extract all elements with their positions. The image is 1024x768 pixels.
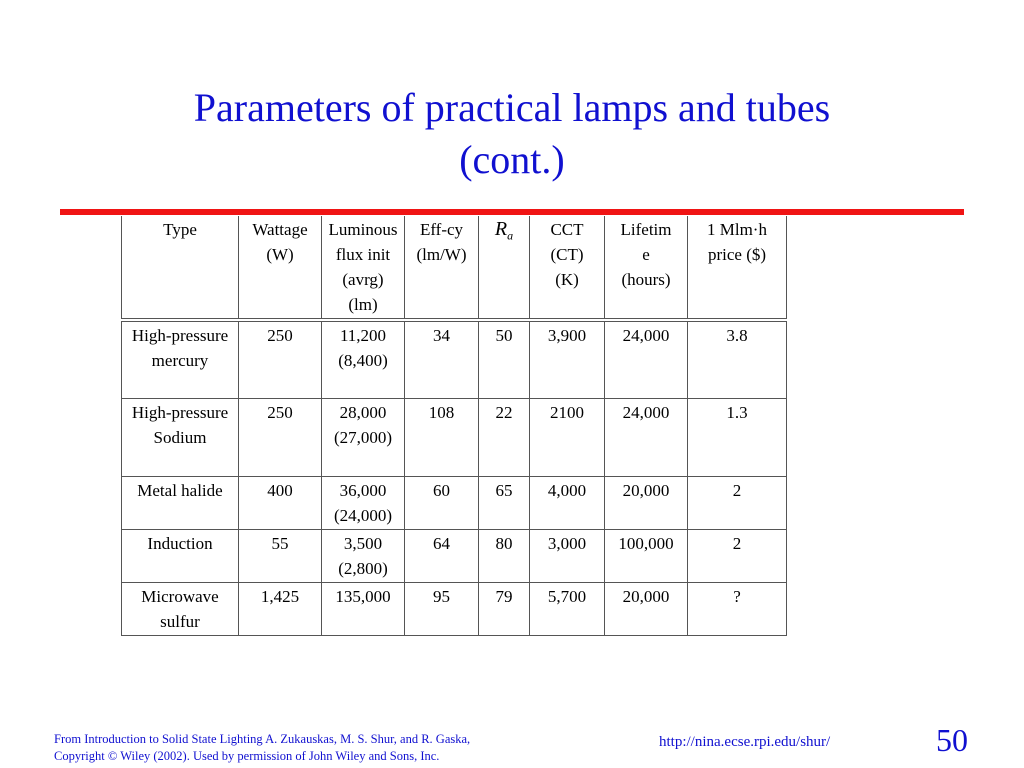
cell-wattage: 1,425 [239, 582, 322, 635]
cell-luminous-flux: 36,000 (24,000) [322, 476, 405, 529]
footer-url-link[interactable]: http://nina.ecse.rpi.edu/shur/ [659, 734, 831, 750]
footer-credit [54, 731, 470, 765]
table-row [122, 476, 787, 529]
cell-ra: 22 [479, 398, 530, 476]
header-ra [479, 216, 530, 320]
cell-lifetime: 24,000 [605, 398, 688, 476]
cell-lifetime: 24,000 [605, 320, 688, 398]
header-cct: CCT (CT) (K) [530, 216, 605, 320]
cell-efficacy: 34 [405, 320, 479, 398]
cell-cct: 5,700 [530, 582, 605, 635]
cell-cct: 4,000 [530, 476, 605, 529]
cell-cct: 3,900 [530, 320, 605, 398]
ra-subscript: a [507, 228, 514, 243]
cell-wattage: 400 [239, 476, 322, 529]
cell-luminous-flux: 28,000 (27,000) [322, 398, 405, 476]
cell-lifetime: 20,000 [605, 476, 688, 529]
header-wattage: Wattage (W) [239, 216, 322, 320]
footer-credit-line-2: Copyright © Wiley (2002). Used by permission of John Wiley and Sons, Inc. [54, 749, 440, 763]
cell-price: 3.8 [688, 320, 787, 398]
cell-efficacy: 108 [405, 398, 479, 476]
table-row [122, 320, 787, 398]
table-row [122, 582, 787, 635]
cell-type: Microwave sulfur [122, 582, 239, 635]
slide-title-line-2: (cont.) [459, 137, 565, 182]
cell-ra: 80 [479, 529, 530, 582]
cell-price: 1.3 [688, 398, 787, 476]
cell-lifetime: 100,000 [605, 529, 688, 582]
cell-type: Metal halide [122, 476, 239, 529]
cell-wattage: 250 [239, 320, 322, 398]
footer-credit-line-1: From Introduction to Solid State Lighting A. Zukauskas, M. S. Shur, and R. Gaska, [54, 732, 471, 746]
slide-title-line-1: Parameters of practical lamps and tubes [193, 85, 831, 130]
cell-efficacy: 95 [405, 582, 479, 635]
table-row [122, 398, 787, 476]
cell-cct: 2100 [530, 398, 605, 476]
cell-lifetime: 20,000 [605, 582, 688, 635]
slide-title [100, 82, 924, 186]
table-header-row [122, 216, 787, 320]
page-number: 50 [936, 722, 968, 758]
cell-price: 2 [688, 476, 787, 529]
cell-wattage: 250 [239, 398, 322, 476]
header-type: Type [122, 216, 239, 320]
cell-price: 2 [688, 529, 787, 582]
cell-type: Induction [122, 529, 239, 582]
cell-luminous-flux: 3,500 (2,800) [322, 529, 405, 582]
table-row [122, 529, 787, 582]
cell-efficacy: 60 [405, 476, 479, 529]
title-divider [60, 209, 964, 215]
header-efficacy: Eff-cy (lm/W) [405, 216, 479, 320]
header-luminous-flux: Luminous flux init (avrg) (lm) [322, 216, 405, 320]
lamp-parameters-table [121, 216, 787, 636]
cell-luminous-flux: 11,200 (8,400) [322, 320, 405, 398]
cell-type: High-pressure Sodium [122, 398, 239, 476]
cell-efficacy: 64 [405, 529, 479, 582]
cell-ra: 79 [479, 582, 530, 635]
cell-type: High-pressure mercury [122, 320, 239, 398]
cell-luminous-flux: 135,000 [322, 582, 405, 635]
cell-ra: 65 [479, 476, 530, 529]
ra-symbol: R [494, 218, 508, 240]
table-body [122, 320, 787, 635]
cell-wattage: 55 [239, 529, 322, 582]
cell-price: ? [688, 582, 787, 635]
header-price: 1 Mlm·h price ($) [688, 216, 787, 320]
cell-ra: 50 [479, 320, 530, 398]
cell-cct: 3,000 [530, 529, 605, 582]
header-lifetime: Lifetim e (hours) [605, 216, 688, 320]
